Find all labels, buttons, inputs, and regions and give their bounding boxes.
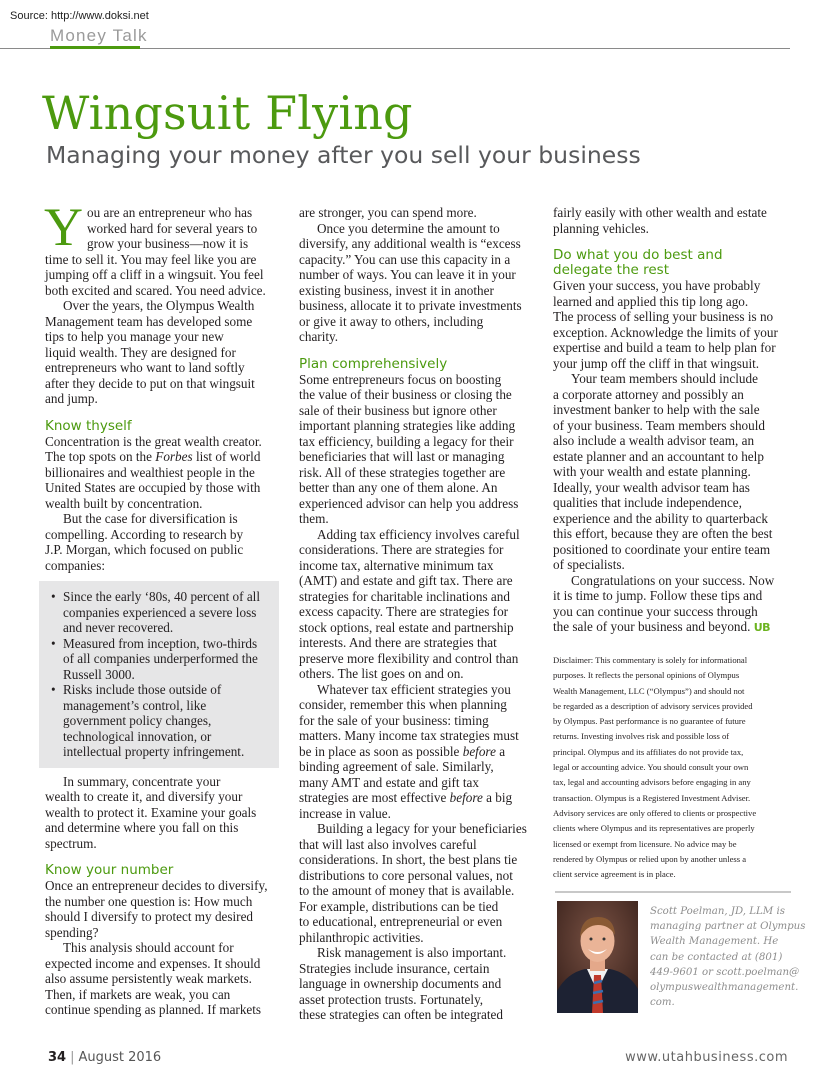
paragraph: Your team members should include a corporate attorney and possibly an investment banker to help with the sale of your business. Team members should also include a wealth advisor team, an estate planner and an accountant to help with your wealth and estate planning. Ideally, your wealth advisor team has qualities that include independence, experience and the ability to quarterback this effort, because they are often the best positioned to coordinate your entire team of specialists. <box>553 371 773 572</box>
bullet-icon: • <box>51 635 56 651</box>
article-title: Wingsuit Flying <box>42 86 413 140</box>
section-heading-know-thyself: Know thyself <box>45 417 132 434</box>
emphasis-before: before <box>462 743 496 759</box>
paragraph: Once you determine the amount to diversify, any additional wealth is “excess capacity.” You can use this capacity in a number of ways. You can leave it in your existing business, invest it in another business, allocate it to private investments or give it away to others, including charity. <box>299 220 522 344</box>
forbes-italic: Forbes <box>155 449 193 464</box>
paragraph: Risk management is also important. Strategies include insurance, certain language in ownership documents and asset protection trusts. Fortunately, these strategies can often be integrated <box>299 945 507 1022</box>
paragraph: Some entrepreneurs focus on boosting the value of their business or closing the sale of their business but ignore other important planning strategies like adding tax efficiency, building a legacy for their beneficiaries that will last or managing risk. All of these strategies together are better than any one of them alone. An experienced advisor can help you address them. <box>299 371 519 526</box>
section-heading-delegate: Do what you do best and delegate the rest <box>553 247 723 278</box>
paragraph: Once an entrepreneur decides to diversify, the number one question is: How much should I diversify to protect my desired spending? <box>45 878 268 940</box>
ub-end-mark-icon: UB <box>753 621 771 634</box>
bio-divider <box>555 891 791 893</box>
author-portrait-icon <box>557 901 638 1013</box>
disclaimer: Disclaimer: This commentary is solely for informational purposes. It reflects the personal opinions of Olympus Wealth Management, LLC (“Olympus”) and should not be regarded as a description of advisory services provided by Olympus. Past performance is no guarantee of future returns. Investing involves risk and possible loss of principal. Olympus and its affiliates do not provide tax, legal or accounting advice. You should consult your own tax, legal and accounting advisors before engaging in any transaction. Olympus is a Registered Investment Adviser. Advisory services are only offered to clients or prospective clients where Olympus and its representatives are properly licensed or exempt from licensure. No advice may be rendered by Olympus or relied upon by another unless a client service agreement is in place. <box>553 655 757 880</box>
footer-separator: | <box>70 1050 75 1065</box>
page-number: 34 <box>48 1050 67 1065</box>
column-1 <box>44 197 280 1018</box>
author-photo <box>557 901 638 1013</box>
author-bio: Scott Poelman, JD, LLM is managing partner at Olympus Wealth Management. He can be contacted at (801) 449-9601 or scott.poelman@ olympuswealthmanagement. com. <box>650 906 806 1009</box>
callout-box <box>39 581 279 768</box>
source-label: Source: http://www.doksi.net <box>10 10 149 22</box>
column-2 <box>299 205 537 1023</box>
intro-paragraph: Y ou are an entrepreneur who has worked hard for several years to grow your business—now it is time to sell it. You may feel like you are jumping off a cliff in a wingsuit. You feel both excited and scared. You need advice. <box>44 197 266 298</box>
paragraph: Concentration is the great wealth creator. The top spots on the Forbes list of world billionaires and wealthiest people in the United States are occupied by those with wealth built by concentration. <box>45 433 262 511</box>
emphasis-before: before <box>449 790 483 805</box>
bullet-item: • Since the early ‘80s, 40 percent of all companies experienced a severe loss and never recovered. <box>51 589 261 635</box>
bullet-icon: • <box>51 682 56 697</box>
bullet-item: • Risks include those outside of management’s control, like government policy changes, technological innovation, or intellectual property infringement. <box>51 682 245 759</box>
paragraph: Adding tax efficiency involves careful considerations. There are strategies for income tax, alternative minimum tax (AMT) and estate and gift tax. There are strategies for charitable inclinations and excess capacity. There are strategies for stock options, real estate and partnership interests. And there are strategies that preserve more flexibility and control than others. The list goes on and on. <box>299 526 520 681</box>
paragraph: are stronger, you can spend more. <box>299 205 477 220</box>
page-footer-left <box>48 1050 161 1065</box>
paragraph: In summary, concentrate your wealth to create it, and diversify your wealth to protect it. Examine your goals and determine where you fall on this spectrum. <box>45 773 257 851</box>
paragraph: fairly easily with other wealth and estate planning vehicles. <box>553 205 767 236</box>
paragraph: Whatever tax efficient strategies you consider, remember this when planning for the sale of your business: timing matters. Many income tax strategies must be in place as soon as possible before a binding agreement of sale. Similarly, many AMT and estate and gift tax strategies are most effective before a big increase in value. <box>299 681 519 821</box>
paragraph: Congratulations on your success. Now it is time to jump. Follow these tips and you can continue your success through the sale of your business and beyond. UB <box>553 572 775 634</box>
paragraph: But the case for diversification is compelling. According to research by J.P. Morgan, which focused on public companies: <box>45 511 244 573</box>
article-subtitle: Managing your money after you sell your business <box>46 141 641 169</box>
section-heading-know-your-number: Know your number <box>45 862 174 878</box>
bullet-item: • Measured from inception, two-thirds of all companies underperformed the Russell 3000. <box>51 635 258 682</box>
paragraph: Given your success, you have probably learned and applied this tip long ago. The process of selling your business is no exception. Acknowledge the limits of your expertise and build a team to help plan for your jump off the cliff in that wingsuit. <box>553 278 778 371</box>
paragraph: Building a legacy for your beneficiaries that will last also involves careful considerations. In short, the best plans tie distributions to core personal values, not to the amount of money that is available. For example, distributions can be tied to educational, entrepreneurial or even philanthropic activities. <box>299 821 527 945</box>
column-3 <box>553 205 793 635</box>
section-underline <box>50 46 140 49</box>
paragraph: Over the years, the Olympus Wealth Management team has developed some tips to help you manage your new liquid wealth. They are designed for entrepreneurs who want to land softly after they decide to put on that wingsuit and jump. <box>45 298 255 406</box>
drop-cap: Y <box>44 197 83 257</box>
section-label: Money Talk <box>50 26 148 45</box>
bullet-icon: • <box>51 589 56 604</box>
website-link[interactable]: www.utahbusiness.com <box>625 1050 788 1065</box>
issue-date: August 2016 <box>78 1050 162 1065</box>
section-heading-plan-comprehensively: Plan comprehensively <box>299 355 448 372</box>
paragraph: This analysis should account for expected income and expenses. It should also assume persistently weak markets. Then, if markets are weak, you can continue spending as planned. If markets <box>45 940 262 1017</box>
